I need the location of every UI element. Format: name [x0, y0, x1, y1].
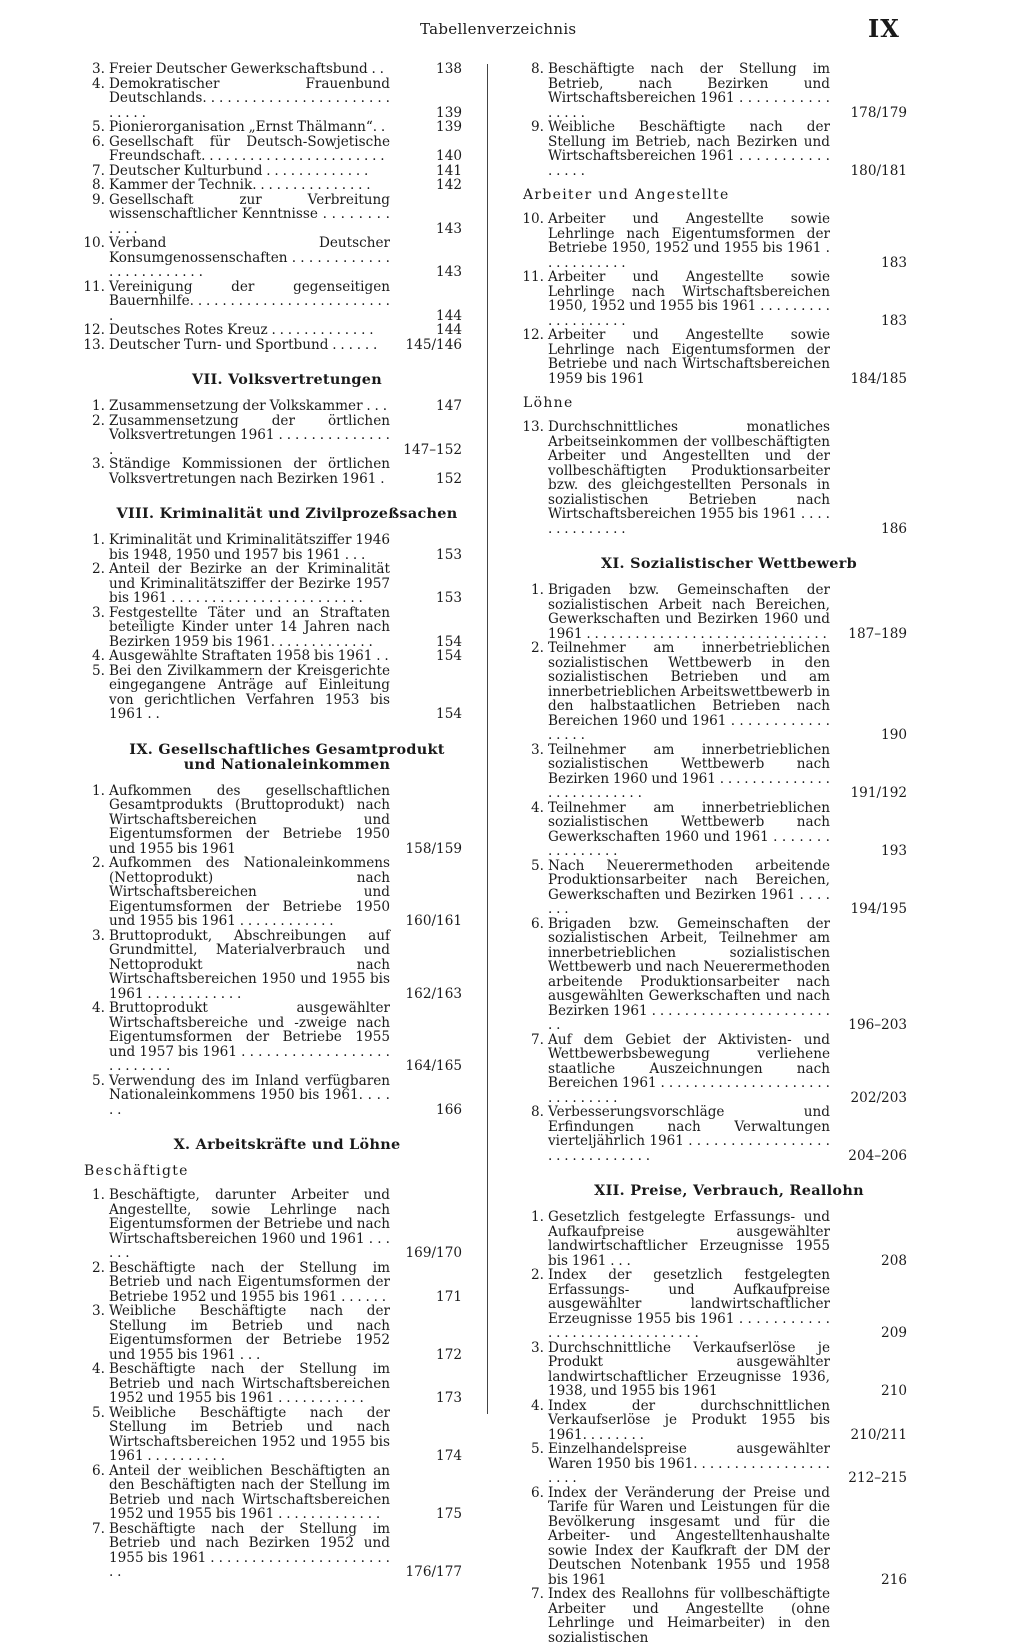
entry-page: 171 [436, 1288, 462, 1305]
entry-page: 143 [436, 264, 462, 280]
entry-number: 1. [531, 1209, 544, 1225]
entry-page: 153 [436, 590, 462, 606]
toc-entry [82, 164, 462, 179]
entry-title: Vereinigung der gegenseitigen Bauernhilfe. . . . . . . . . . . . . . . . . . . . . . . . . . [109, 278, 390, 324]
toc-entry [82, 606, 462, 650]
toc-entry [82, 649, 462, 664]
entry-number: 2. [531, 1267, 544, 1283]
entry-title: Brigaden bzw. Gemeinschaften der sozialistischen Arbeit nach Bereichen, Gewerkschaften und Bezirken 1960 und 1961 . . . . . . . . . . . . . . . . . . . . . . . . . . . . . . [548, 582, 830, 642]
toc-entry [82, 1188, 462, 1261]
toc-entry [521, 1341, 907, 1399]
entry-title: Beschäftigte nach der Stellung im Betrieb und nach Bezirken 1952 und 1955 bis 1961 . . . . . . . . . . . . . . . . . . . . . . . . [109, 1520, 390, 1580]
entry-number: 3. [531, 1339, 544, 1356]
entry-page: 183 [881, 254, 907, 271]
entry-title: Verbesserungsvorschläge und Erfindungen nach Verwaltungen vierteljährlich 1961 . . . . . . . . . . . . . . . . . . . . . . . . . . . . . . [548, 1104, 830, 1164]
section-subheading: Löhne [523, 395, 574, 411]
entry-number: 5. [531, 1441, 544, 1457]
entry-number: 7. [531, 1031, 544, 1048]
entry-page: 143 [436, 220, 462, 237]
entry-title: Kammer der Technik. . . . . . . . . . . . . . . [109, 177, 371, 193]
toc-entry [82, 193, 462, 237]
toc-entry [82, 338, 462, 353]
entry-page: 204–206 [848, 1147, 907, 1164]
entry-title: Ständige Kommissionen der örtlichen Volksvertretungen nach Bezirken 1961 . [109, 456, 390, 487]
entry-number: 3. [92, 61, 105, 77]
toc-entry [82, 236, 462, 280]
entry-number: 1. [92, 398, 105, 414]
toc-entry [521, 859, 907, 917]
entry-page: 158/159 [405, 840, 462, 857]
toc-entry [521, 917, 907, 1033]
entry-page: 169/170 [405, 1245, 462, 1261]
entry-title: Weibliche Beschäftigte nach der Stellung im Betrieb, nach Bezirken und Wirtschaftsbereichen 1961 . . . . . . . . . . . . . . . . [548, 119, 830, 179]
entry-page: 191/192 [850, 785, 907, 801]
entry-page: 173 [436, 1390, 462, 1406]
toc-entry [521, 583, 907, 641]
entry-number: 1. [92, 782, 105, 799]
entry-title: Index der durchschnittlichen Verkaufserlöse je Produkt 1955 bis 1961. . . . . . . . [548, 1397, 830, 1443]
entry-title: Freier Deutscher Gewerkschaftsbund . . [109, 61, 384, 77]
entry-number: 2. [531, 640, 544, 656]
entry-number: 7. [92, 162, 105, 179]
toc-entry [82, 414, 462, 458]
entry-number: 3. [92, 456, 105, 472]
toc-entry [82, 1074, 462, 1118]
entry-number: 11. [83, 278, 105, 295]
entry-page: 162/163 [405, 985, 462, 1002]
toc-entry [82, 178, 462, 193]
entry-page: 164/165 [405, 1058, 462, 1074]
entry-page: 144 [436, 307, 462, 324]
entry-title: Gesellschaft für Deutsch-Sowjetische Freundschaft. . . . . . . . . . . . . . . . . . . . . . . [109, 133, 390, 164]
toc-entry [82, 457, 462, 486]
entry-title: Beschäftigte nach der Stellung im Betrieb und nach Wirtschaftsbereichen 1952 und 1955 bis 1961 . . . . . . . . . . . [109, 1361, 390, 1406]
entry-title: Arbeiter und Angestellte sowie Lehrlinge nach Wirtschaftsbereichen 1950, 1952 und 1955 bis 1961 . . . . . . . . . . . . . . . . . . . [548, 269, 830, 329]
entry-page: 178/179 [850, 104, 907, 121]
toc-entry [82, 1522, 462, 1580]
entry-title: Durchschnittliches monatliches Arbeitseinkommen der vollbeschäftigten Arbeiter und Angestellten und der vollbeschäftigten Produktionsarbeiter bzw. des gleichgestellten Personals in sozialistischen Betrieben nach Wirtschaftsbereichen 1955 bis 1961 . . . . . . . . . . . . . . [548, 419, 830, 537]
entry-title: Beschäftigte, darunter Arbeiter und Angestellte, sowie Lehrlinge nach Eigentumsformen der Betriebe und nach Wirtschaftsbereichen 1960 und 1961 . . . . . . [109, 1187, 390, 1261]
entry-title: Beschäftigte nach der Stellung im Betrieb, nach Bezirken und Wirtschaftsbereichen 1961 . . . . . . . . . . . . . . . . [548, 61, 830, 121]
entry-number: 1. [531, 582, 544, 598]
toc-entry [82, 77, 462, 121]
entry-number: 2. [92, 412, 105, 429]
entry-title: Index der gesetzlich festgelegten Erfassungs- und Aufkaufpreise ausgewählter landwirtschaftlicher Erzeugnisse 1955 bis 1961 . . . . . . . . . . . . . . . . . . . . . . . . . . . . . . [548, 1267, 830, 1341]
entry-number: 8. [531, 61, 544, 77]
entry-title: Bruttoprodukt, Abschreibungen auf Grundmittel, Materialverbrauch und Nettoprodukt nach Wirtschaftsbereichen 1950 und 1955 bis 1961 . . . . . . . . . . . . [109, 927, 390, 1002]
entry-title: Gesetzlich festgelegte Erfassungs- und Aufkaufpreise ausgewählter landwirtschaftlicher Erzeugnisse 1955 bis 1961 . . . [548, 1209, 830, 1269]
toc-entry [82, 120, 462, 135]
entry-number: 3. [92, 1303, 105, 1319]
toc-entry [82, 280, 462, 324]
section-subheading: Beschäftigte [84, 1163, 189, 1179]
entry-page: 190 [881, 727, 907, 743]
entry-title: Pionierorganisation „Ernst Thälmann“. . [109, 119, 386, 135]
toc-entry [82, 1464, 462, 1522]
entry-title: Arbeiter und Angestellte sowie Lehrlinge nach Eigentumsformen der Betriebe und nach Wirtschaftsbereichen 1959 bis 1961 [548, 327, 830, 387]
entry-number: 5. [531, 857, 544, 874]
entry-page: 202/203 [850, 1089, 907, 1106]
entry-number: 3. [92, 927, 105, 944]
toc-entry [521, 1399, 907, 1443]
toc-entry [521, 420, 907, 536]
entry-title: Deutscher Kulturbund . . . . . . . . . . . . . [109, 162, 369, 179]
entry-title: Anteil der Bezirke an der Kriminalität und Kriminalitätsziffer der Bezirke 1957 bis 1961 . . . . . . . . . . . . . . . . . . . . . . . . [109, 561, 390, 606]
entry-number: 5. [92, 119, 105, 135]
toc-entry [521, 270, 907, 328]
entry-page: 154 [436, 706, 462, 722]
entry-page: 152 [436, 470, 462, 487]
entry-title: Index der Veränderung der Preise und Tarife für Waren und Leistungen für die Bevölkerung insgesamt und für die Arbeiter- und Angestelltenhaushalte sowie Index der Kaufkraft der DM der Deutschen Notenbank 1955 und 1958 bis 1961 [548, 1484, 830, 1588]
right-column [521, 62, 907, 1645]
toc-entry [521, 120, 907, 178]
toc-entry [521, 801, 907, 859]
entry-number: 13. [83, 336, 105, 353]
entry-page: 212–215 [848, 1470, 907, 1486]
toc-entry [82, 1362, 462, 1406]
entry-title: Festgestellte Täter und an Straftaten beteiligte Kinder unter 14 Jahren nach Bezirken 1959 bis 1961. . . . . . . . . . . . . [109, 604, 390, 650]
entry-number: 2. [92, 1259, 105, 1276]
entry-page: 139 [436, 119, 462, 135]
toc-entry [82, 664, 462, 722]
entry-page: 138 [436, 61, 462, 77]
entry-page: 216 [881, 1571, 907, 1588]
toc-entry [521, 1486, 907, 1588]
toc-entry [82, 62, 462, 77]
toc-entry [521, 212, 907, 270]
entry-number: 4. [92, 1000, 105, 1016]
entry-number: 6. [531, 1484, 544, 1501]
entry-page: 208 [881, 1252, 907, 1269]
entry-title: Deutscher Turn- und Sportbund . . . . . . [109, 336, 378, 353]
entry-page: 210/211 [850, 1426, 907, 1443]
entry-number: 10. [83, 235, 105, 251]
entry-title: Demokratischer Frauenbund Deutschlands. . . . . . . . . . . . . . . . . . . . . . . . . . . . [109, 75, 390, 121]
entry-title: Weibliche Beschäftigte nach der Stellung im Betrieb und nach Wirtschaftsbereichen 1952 und 1955 bis 1961 . . . . . . . . . . [109, 1404, 390, 1464]
entry-title: Beschäftigte nach der Stellung im Betrieb und nach Eigentumsformen der Betriebe 1952 und 1955 bis 1961 . . . . . . [109, 1259, 390, 1305]
toc-entry [82, 533, 462, 562]
toc-entry [82, 323, 462, 338]
entry-number: 5. [92, 1404, 105, 1421]
left-column [82, 62, 462, 1580]
toc-entry [521, 1442, 907, 1486]
entry-number: 9. [531, 119, 544, 135]
entry-number: 6. [531, 915, 544, 932]
entry-number: 7. [531, 1586, 544, 1602]
entry-page: 142 [436, 177, 462, 193]
entry-page: 144 [436, 322, 462, 338]
entry-page: 193 [881, 843, 907, 859]
entry-page: 154 [436, 648, 462, 664]
running-head: Tabellenverzeichnis [420, 20, 577, 38]
entry-title: Weibliche Beschäftigte nach der Stellung im Betrieb und nach Eigentumsformen der Betriebe 1952 und 1955 bis 1961 . . . [109, 1303, 390, 1363]
section-heading: IX. Gesellschaftliches Gesamtprodukt und Nationaleinkommen [129, 740, 445, 773]
entry-number: 2. [92, 855, 105, 871]
entry-page: 176/177 [405, 1564, 462, 1580]
entry-title: Brigaden bzw. Gemeinschaften der sozialistischen Arbeit, Teilnehmer am innerbetrieblichen sozialistischen Wettbewerb und nach Neuerermethoden arbeitende Produktionsarbeiter nach ausgewählten Gewerkschaften und nach Bezirken 1961 . . . . . . . . . . . . . . . . . . . . . . . . [548, 915, 830, 1033]
entry-title: Deutsches Rotes Kreuz . . . . . . . . . . . . . [109, 322, 374, 338]
toc-entry [82, 1261, 462, 1305]
entry-number: 1. [92, 1187, 105, 1203]
entry-number: 4. [92, 75, 105, 92]
entry-title: Auf dem Gebiet der Aktivisten- und Wettbewerbsbewegung verliehene staatliche Auszeichnungen nach Bereichen 1961 . . . . . . . . . . . . . . . . . . . . . . . . . . . . . . [548, 1031, 830, 1106]
toc-entry [521, 1210, 907, 1268]
entry-title: Index des Reallohns für vollbeschäftigte Arbeiter und Angestellte (ohne Lehrlinge und Heimarbeiter) in den sozialistischen [548, 1586, 830, 1646]
toc-entry [82, 399, 462, 414]
entry-number: 3. [531, 741, 544, 758]
entry-title: Aufkommen des gesellschaftlichen Gesamtprodukts (Bruttoprodukt) nach Wirtschaftsbereichen und Eigentumsformen der Betriebe 1950 und 1955 bis 1961 [109, 782, 390, 857]
section-heading: VII. Volksvertretungen [192, 371, 382, 388]
entry-page: 196–203 [848, 1017, 907, 1033]
toc-entry [521, 62, 907, 120]
entry-page: 175 [436, 1506, 462, 1522]
toc-entry [82, 562, 462, 606]
toc-entry [521, 1587, 907, 1645]
entry-page: 194/195 [850, 901, 907, 917]
entry-number: 9. [92, 191, 105, 208]
toc-entry [521, 328, 907, 386]
entry-title: Teilnehmer am innerbetrieblichen sozialistischen Wettbewerb nach Gewerkschaften 1960 und 1961 . . . . . . . . . . . . . . . . [548, 799, 830, 859]
entry-page: 209 [881, 1325, 907, 1341]
entry-title: Durchschnittliche Verkaufserlöse je Produkt ausgewählter landwirtschaftlicher Erzeugnisse 1936, 1938, und 1955 bis 1961 [548, 1339, 830, 1399]
entry-page: 180/181 [850, 162, 907, 179]
entry-number: 5. [92, 1072, 105, 1089]
toc-entry [82, 135, 462, 164]
toc-entry [82, 856, 462, 929]
toc-entry [521, 1105, 907, 1163]
entry-number: 7. [92, 1520, 105, 1537]
entry-page: 140 [436, 148, 462, 164]
entry-title: Bei den Zivilkammern der Kreisgerichte eingegangene Anträge auf Einleitung von gerichtlichen Verfahren 1953 bis 1961 . . [109, 662, 390, 722]
entry-number: 8. [92, 177, 105, 193]
entry-number: 12. [83, 322, 105, 338]
entry-title: Zusammensetzung der örtlichen Volksvertretungen 1961 . . . . . . . . . . . . . . . [109, 412, 390, 458]
page-number: IX [868, 14, 900, 43]
entry-page: 172 [436, 1346, 462, 1363]
entry-title: Anteil der weiblichen Beschäftigten an den Beschäftigten nach der Stellung im Betrieb und nach Wirtschaftsbereichen 1952 und 1955 bis 1961 . . . . . . . . . . . . . [109, 1462, 390, 1522]
entry-page: 210 [881, 1383, 907, 1399]
toc-entry [82, 1001, 462, 1074]
entry-title: Aufkommen des Nationaleinkommens (Nettoprodukt) nach Wirtschaftsbereichen und Eigentumsformen der Betriebe 1950 und 1955 bis 1961 . . . . . . . . . . . . [109, 855, 390, 929]
toc-entry [521, 1033, 907, 1106]
entry-number: 4. [531, 799, 544, 816]
entry-page: 174 [436, 1448, 462, 1464]
toc-entry [82, 929, 462, 1002]
entry-number: 5. [92, 662, 105, 679]
toc-entry [82, 1406, 462, 1464]
entry-page: 184/185 [850, 370, 907, 387]
entry-title: Nach Neuerermethoden arbeitende Produktionsarbeiter nach Bereichen, Gewerkschaften und Bezirken 1961 . . . . . . . [548, 857, 830, 917]
entry-title: Kriminalität und Kriminalitätsziffer 1946 bis 1948, 1950 und 1957 bis 1961 . . . [109, 532, 390, 563]
entry-title: Verband Deutscher Konsumgenossenschaften . . . . . . . . . . . . . . . . . . . . . . . . [109, 235, 390, 280]
entry-title: Teilnehmer am innerbetrieblichen sozialistischen Wettbewerb in den sozialistischen Betrieben und am innerbetrieblichen Arbeitswettbewerb in den halbstaatlichen Betrieben nach Bereichen 1960 und 1961 . . . . . . . . . . . . . . . . . [548, 640, 830, 743]
entry-page: 166 [436, 1101, 462, 1118]
entry-page: 147–152 [403, 441, 462, 458]
toc-entry [521, 641, 907, 743]
toc-entry [82, 1304, 462, 1362]
entry-title: Gesellschaft zur Verbreitung wissenschaftlicher Kenntnisse . . . . . . . . . . . . [109, 191, 390, 237]
toc-entry [82, 784, 462, 857]
entry-page: 139 [436, 104, 462, 121]
entry-page: 183 [881, 312, 907, 329]
entry-page: 145/146 [405, 336, 462, 353]
entry-title: Verwendung des im Inland verfügbaren Nationaleinkommens 1950 bis 1961. . . . . . [109, 1072, 390, 1118]
entry-title: Zusammensetzung der Volkskammer . . . [109, 398, 388, 414]
section-heading: X. Arbeitskräfte und Löhne [173, 1136, 401, 1153]
section-subheading: Arbeiter und Angestellte [523, 187, 730, 203]
entry-page: 141 [436, 162, 462, 179]
entry-page: 186 [881, 520, 907, 537]
entry-number: 4. [531, 1397, 544, 1414]
entry-page: 154 [436, 633, 462, 650]
entry-title: Bruttoprodukt ausgewählter Wirtschaftsbereiche und -zweige nach Eigentumsformen der Betriebe 1955 und 1957 bis 1961 . . . . . . . . . . . . . . . . . . . . . . . . . . [109, 1000, 390, 1074]
entry-number: 2. [92, 561, 105, 577]
entry-title: Ausgewählte Straftaten 1958 bis 1961 . . [109, 648, 389, 664]
entry-number: 12. [522, 327, 544, 343]
entry-number: 6. [92, 1462, 105, 1479]
entry-title: Teilnehmer am innerbetrieblichen sozialistischen Wettbewerb nach Bezirken 1960 und 1961 . . . . . . . . . . . . . . . . . . . . . . . . . . [548, 741, 830, 801]
entry-number: 8. [531, 1104, 544, 1120]
entry-number: 4. [92, 648, 105, 664]
entry-number: 4. [92, 1361, 105, 1377]
entry-number: 10. [522, 211, 544, 227]
toc-entry [521, 743, 907, 801]
entry-page: 153 [436, 546, 462, 563]
section-heading: XII. Preise, Verbrauch, Reallohn [594, 1182, 864, 1199]
entry-page: 160/161 [405, 913, 462, 929]
entry-title: Einzelhandelspreise ausgewählter Waren 1950 bis 1961. . . . . . . . . . . . . . . . . . . . . [548, 1441, 830, 1486]
column-divider [487, 64, 488, 1414]
section-heading: VIII. Kriminalität und Zivilprozeßsachen [116, 505, 458, 522]
entry-number: 1. [92, 532, 105, 548]
entry-page: 147 [436, 398, 462, 414]
entry-number: 11. [522, 269, 544, 285]
entry-number: 3. [92, 604, 105, 621]
entry-number: 6. [92, 133, 105, 150]
section-heading: XI. Sozialistischer Wettbewerb [601, 555, 857, 572]
toc-entry [521, 1268, 907, 1341]
entry-title: Arbeiter und Angestellte sowie Lehrlinge nach Eigentumsformen der Betriebe 1950, 1952 und 1955 bis 1961 . . . . . . . . . . . [548, 211, 830, 271]
entry-page: 187–189 [848, 625, 907, 642]
entry-number: 13. [522, 419, 544, 435]
